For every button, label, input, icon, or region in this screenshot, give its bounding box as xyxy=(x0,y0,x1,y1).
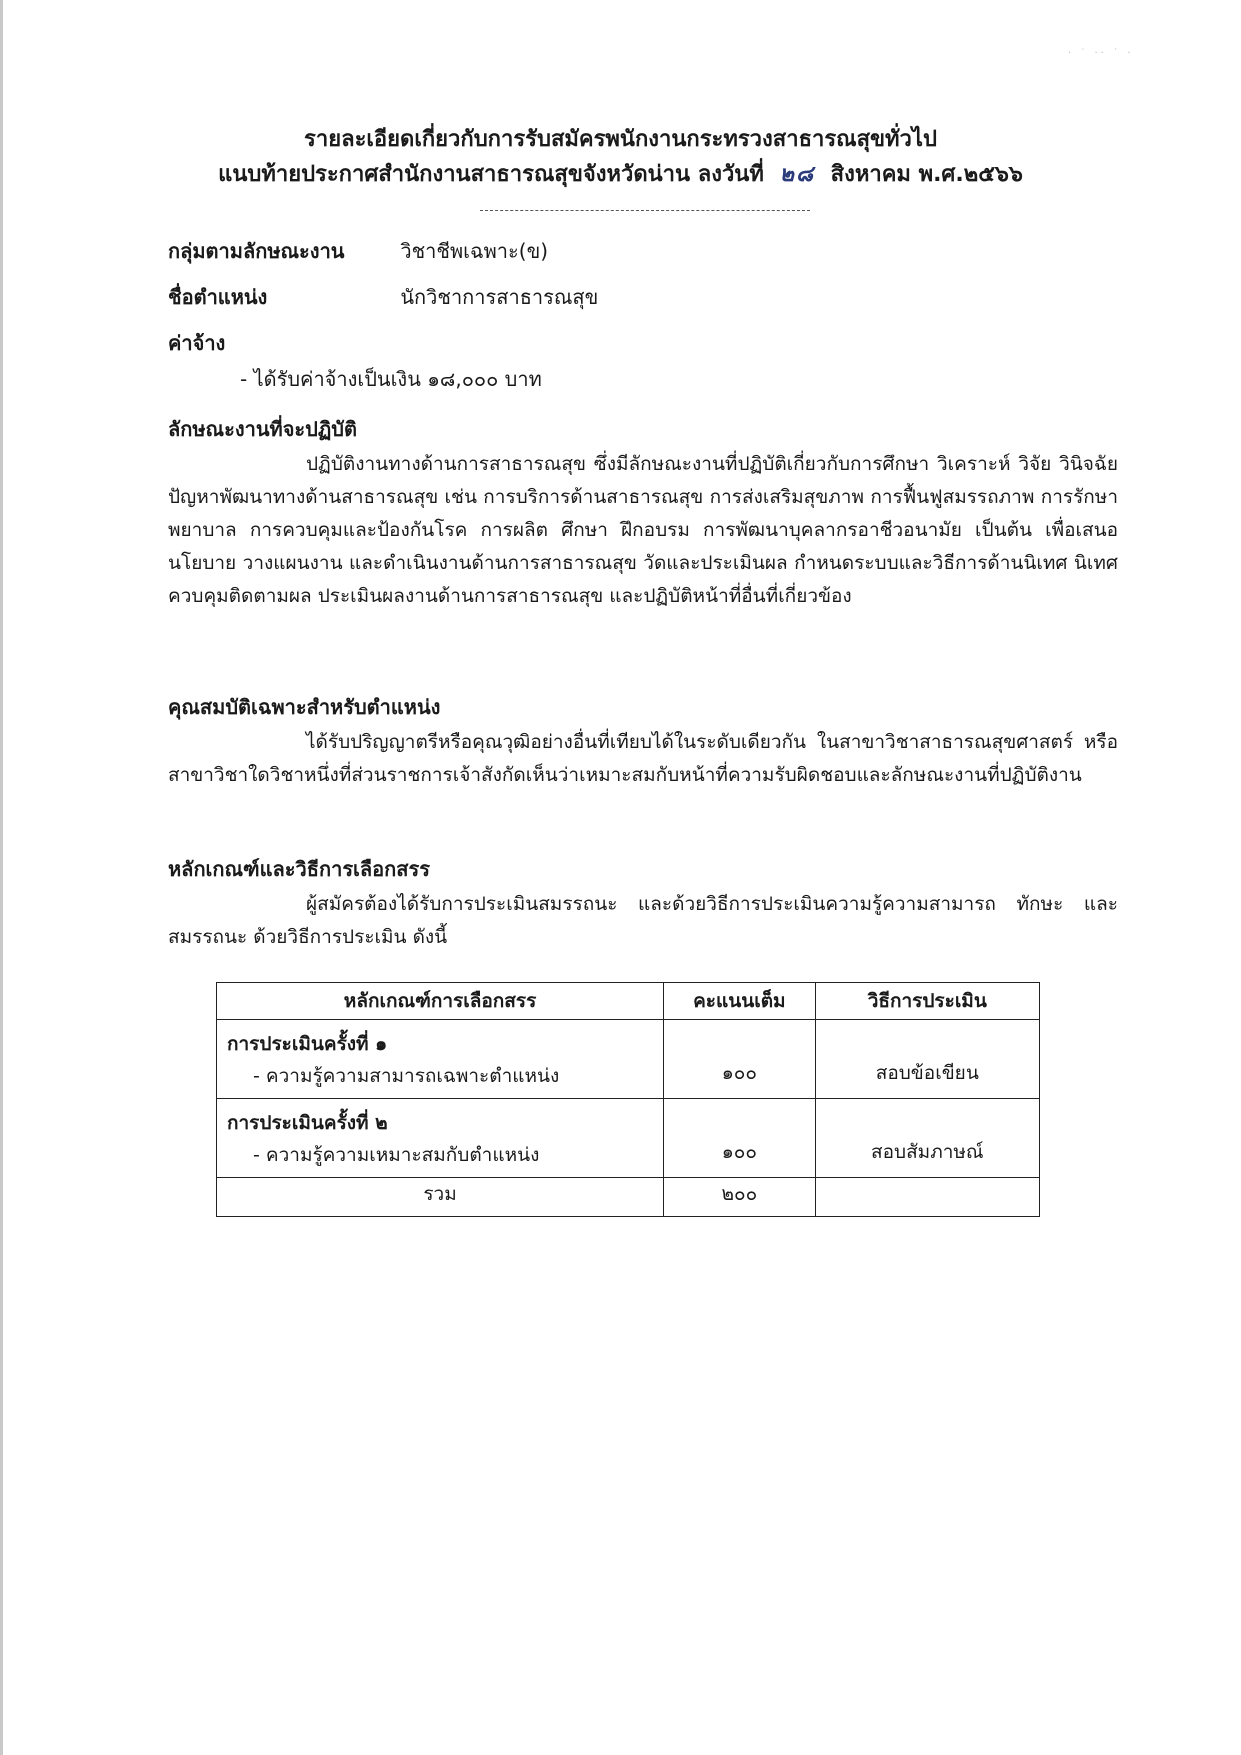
header-method: วิธีการประเมิน xyxy=(815,983,1039,1020)
qualification-paragraph: ได้รับปริญญาตรีหรือคุณวุฒิอย่างอื่นที่เทียบได้ในระดับเดียวกัน ในสาขาวิชาสาธารณสุขศาสตร์ หรือสาขาวิชาใดวิชาหนึ่งที่ส่วนราชการเจ้าสังกัดเห็นว่าเหมาะสมกับหน้าที่ความรับผิดชอบและลักษณะงานที่ปฏิบัติงาน xyxy=(168,731,1118,786)
round-title: การประเมินครั้งที่ ๑ xyxy=(227,1033,388,1055)
wage-heading: ค่าจ้าง xyxy=(168,331,226,355)
job-group-value: วิชาชีพเฉพาะ(ข) xyxy=(400,239,549,263)
position-label: ชื่อตำแหน่ง xyxy=(168,285,268,309)
header-criteria: หลักเกณฑ์การเลือกสรร xyxy=(217,983,664,1020)
method-cell: สอบข้อเขียน xyxy=(815,1020,1039,1099)
total-label: รวม xyxy=(217,1178,664,1217)
round-item: - ความรู้ความสามารถเฉพาะตำแหน่ง xyxy=(253,1065,560,1087)
document-title: รายละเอียดเกี่ยวกับการรับสมัครพนักงานกระทรวงสาธารณสุขทั่วไป xyxy=(304,127,937,152)
table-row xyxy=(217,1099,1040,1178)
position-value: นักวิชาการสาธารณสุข xyxy=(400,285,599,309)
header-full-score: คะแนนเต็ม xyxy=(664,983,815,1020)
duties-paragraph: ปฏิบัติงานทางด้านการสาธารณสุข ซึ่งมีลักษณะงานที่ปฏิบัติเกี่ยวกับการศึกษา วิเคราะห์ วิจัย วินิจฉัยปัญหาพัฒนาทางด้านสาธารณสุข เช่น การบริการด้านสาธารณสุข การส่งเสริมสุขภาพ การฟื้นฟูสมรรถภาพ การรักษาพยาบาล การควบคุมและป้องกันโรค การผลิต ศึกษา ฝึกอบรม การพัฒนาบุคลากรอาชีวอนามัย เป็นต้น เพื่อเสนอนโยบาย วางแผนงาน และดำเนินงานด้านการสาธารณสุข วัดและประเมินผล กำหนดระบบและวิธีการด้านนิเทศ นิเทศควบคุมติดตามผล ประเมินผลงานด้านการสาธารณสุข และปฏิบัติหน้าที่อื่นที่เกี่ยวข้อง xyxy=(168,453,1118,607)
duties-heading: ลักษณะงานที่จะปฏิบัติ xyxy=(168,417,357,441)
title-divider xyxy=(480,210,810,211)
job-group-label: กลุ่มตามลักษณะงาน xyxy=(168,239,345,263)
score-cell: ๑๐๐ xyxy=(664,1099,815,1178)
total-row xyxy=(217,1178,1040,1217)
score-cell: ๑๐๐ xyxy=(664,1020,815,1099)
round-cell xyxy=(217,1020,664,1099)
criteria-paragraph: ผู้สมัครต้องได้รับการประเมินสมรรถนะ และด้วยวิธีการประเมินความรู้ความสามารถ ทักษะ และสมรรถนะ ด้วยวิธีการประเมิน ดังนี้ xyxy=(168,893,1118,948)
table-header-row xyxy=(217,983,1040,1020)
scan-noise: · ˙ ·· ˙ · xyxy=(1068,48,1134,59)
subtitle-suffix: สิงหาคม พ.ศ.๒๕๖๖ xyxy=(830,162,1023,187)
handwritten-day: ๒๘ xyxy=(779,161,815,187)
scan-edge xyxy=(0,0,3,1755)
qualification-heading: คุณสมบัติเฉพาะสำหรับตำแหน่ง xyxy=(168,695,441,719)
criteria-heading: หลักเกณฑ์และวิธีการเลือกสรร xyxy=(168,857,430,881)
round-title: การประเมินครั้งที่ ๒ xyxy=(227,1112,388,1134)
total-method-empty xyxy=(815,1178,1039,1217)
selection-criteria-table xyxy=(216,982,1040,1217)
round-cell xyxy=(217,1099,664,1178)
wage-amount: - ได้รับค่าจ้างเป็นเงิน ๑๘,๐๐๐ บาท xyxy=(240,367,542,391)
round-item: - ความรู้ความเหมาะสมกับตำแหน่ง xyxy=(253,1144,540,1166)
position-row xyxy=(168,282,598,312)
total-score: ๒๐๐ xyxy=(664,1178,815,1217)
document-subtitle xyxy=(0,158,1241,191)
job-group-row xyxy=(168,236,548,266)
table-row xyxy=(217,1020,1040,1099)
subtitle-prefix: แนบท้ายประกาศสำนักงานสาธารณสุขจังหวัดน่าน ลงวันที่ xyxy=(218,162,764,187)
method-cell: สอบสัมภาษณ์ xyxy=(815,1099,1039,1178)
